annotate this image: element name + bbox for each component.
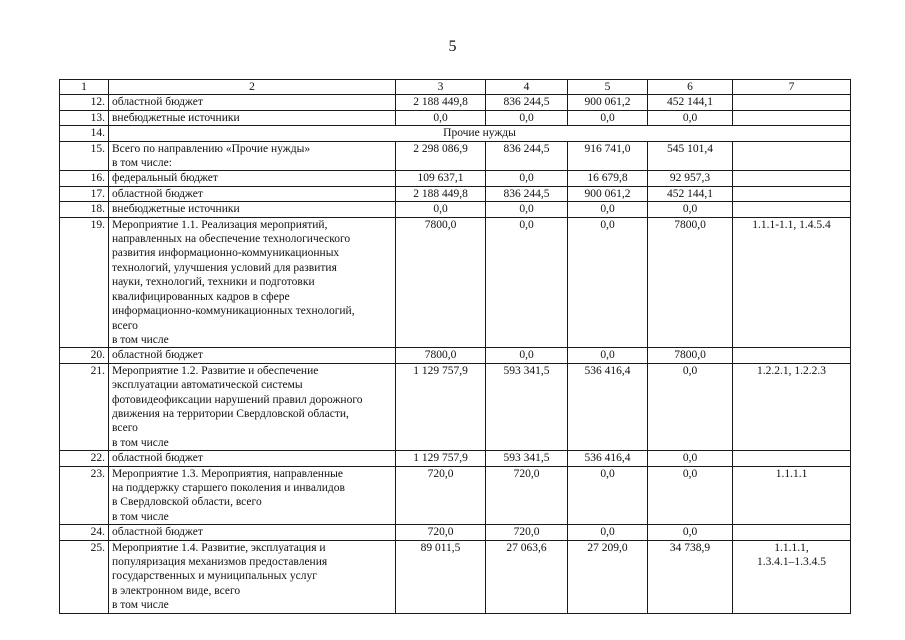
row-number: 13. (60, 110, 109, 125)
table-row (60, 525, 851, 540)
value-cell-c3: 2 298 086,9 (396, 141, 486, 171)
value-cell-c6: 7800,0 (648, 348, 733, 363)
row-name-line: Мероприятие 1.2. Развитие и обеспечение (112, 364, 319, 377)
row-name-cell (109, 540, 396, 613)
row-number: 19. (60, 217, 109, 348)
row-name-line: в том числе (112, 436, 169, 449)
column-header-5: 5 (568, 80, 648, 95)
row-number: 18. (60, 202, 109, 217)
row-name-line: в Свердловской области, всего (112, 496, 262, 509)
table-row (60, 451, 851, 466)
row-name-line: внебюджетные источники (112, 111, 240, 124)
target-indicator-cell (733, 451, 851, 466)
value-cell-c5: 0,0 (568, 348, 648, 363)
row-name-line: всего (112, 319, 138, 332)
target-indicator-line: 1.3.4.1–1.3.4.5 (757, 556, 826, 568)
row-name-line: популяризация механизмов предоставления (112, 556, 328, 568)
value-cell-c3: 0,0 (396, 110, 486, 125)
row-number: 17. (60, 186, 109, 201)
table-row (60, 186, 851, 201)
target-indicator-line: 1.2.2.1, 1.2.2.3 (757, 364, 826, 377)
row-name-line: внебюджетные источники (112, 203, 240, 216)
row-name-cell (109, 363, 396, 450)
table-row (60, 171, 851, 186)
value-cell-c6: 0,0 (648, 451, 733, 466)
row-number: 14. (60, 126, 109, 141)
value-cell-c6: 545 101,4 (648, 141, 733, 171)
value-cell-c6: 34 738,9 (648, 540, 733, 613)
value-cell-c3: 7800,0 (396, 348, 486, 363)
row-name-line: технологий, улучшения условий для развития (112, 261, 337, 274)
table-row (60, 363, 851, 450)
target-indicator-cell (733, 363, 851, 450)
value-cell-c4: 836 244,5 (486, 95, 568, 110)
column-header-2: 2 (109, 80, 396, 95)
row-name-cell (109, 451, 396, 466)
column-header-7: 7 (733, 80, 851, 95)
row-name-line: движения на территории Свердловской области, (112, 407, 349, 420)
column-header-4: 4 (486, 80, 568, 95)
table-row (60, 217, 851, 348)
row-name-line: областной бюджет (112, 349, 203, 362)
row-number: 21. (60, 363, 109, 450)
row-name-line: в том числе: (112, 157, 172, 170)
value-cell-c3: 1 129 757,9 (396, 451, 486, 466)
table-row (60, 95, 851, 110)
value-cell-c5: 0,0 (568, 202, 648, 217)
value-cell-c3: 2 188 449,8 (396, 186, 486, 201)
value-cell-c4: 0,0 (486, 110, 568, 125)
row-name-line: Мероприятие 1.4. Развитие, эксплуатация и (112, 541, 326, 554)
row-name-line: на поддержку старшего поколения и инвалидов (112, 481, 345, 494)
value-cell-c4: 593 341,5 (486, 363, 568, 450)
section-title: Прочие нужды (109, 126, 851, 141)
value-cell-c5: 0,0 (568, 110, 648, 125)
value-cell-c6: 0,0 (648, 466, 733, 525)
row-name-line: в том числе (112, 599, 169, 612)
target-indicator-cell (733, 466, 851, 525)
value-cell-c5: 27 209,0 (568, 540, 648, 613)
value-cell-c3: 7800,0 (396, 217, 486, 348)
row-number: 12. (60, 95, 109, 110)
value-cell-c6: 0,0 (648, 363, 733, 450)
row-number: 20. (60, 348, 109, 363)
row-name-line: областной бюджет (112, 96, 203, 109)
value-cell-c5: 536 416,4 (568, 363, 648, 450)
row-number: 22. (60, 451, 109, 466)
value-cell-c4: 27 063,6 (486, 540, 568, 613)
row-name-cell (109, 348, 396, 363)
value-cell-c4: 720,0 (486, 466, 568, 525)
value-cell-c3: 2 188 449,8 (396, 95, 486, 110)
row-name-line: государственных и муниципальных услуг (112, 570, 317, 583)
column-header-6: 6 (648, 80, 733, 95)
row-name-cell (109, 466, 396, 525)
target-indicator-cell (733, 540, 851, 613)
value-cell-c3: 720,0 (396, 525, 486, 540)
value-cell-c6: 0,0 (648, 202, 733, 217)
row-name-line: областной бюджет (112, 187, 203, 200)
row-name-line: Мероприятие 1.3. Мероприятия, направленные (112, 467, 343, 480)
value-cell-c5: 900 061,2 (568, 95, 648, 110)
target-indicator-cell (733, 202, 851, 217)
row-name-cell (109, 95, 396, 110)
target-indicator-line: 1.1.1-1.1, 1.4.5.4 (752, 218, 831, 231)
value-cell-c4: 0,0 (486, 202, 568, 217)
row-name-line: Всего по направлению «Прочие нужды» (112, 142, 311, 155)
value-cell-c3: 720,0 (396, 466, 486, 525)
target-indicator-cell (733, 110, 851, 125)
row-name-line: в том числе (112, 510, 169, 523)
row-name-line: науки, технологий, техники и подготовки (112, 276, 315, 289)
value-cell-c4: 0,0 (486, 171, 568, 186)
target-indicator-cell (733, 186, 851, 201)
row-name-line: федеральный бюджет (112, 172, 218, 185)
target-indicator-cell (733, 171, 851, 186)
value-cell-c5: 916 741,0 (568, 141, 648, 171)
value-cell-c6: 0,0 (648, 525, 733, 540)
value-cell-c3: 109 637,1 (396, 171, 486, 186)
value-cell-c5: 900 061,2 (568, 186, 648, 201)
table-row (60, 202, 851, 217)
target-indicator-cell (733, 141, 851, 171)
value-cell-c3: 1 129 757,9 (396, 363, 486, 450)
page-number: 5 (448, 38, 457, 55)
row-name-line: развития информационно-коммуникационных (112, 247, 340, 260)
row-name-line: эксплуатации автоматической системы (112, 379, 303, 392)
target-indicator-line: 1.1.1.1 (775, 467, 808, 480)
value-cell-c4: 0,0 (486, 217, 568, 348)
target-indicator-line: 1.1.1.1, (774, 541, 809, 554)
table-row (60, 110, 851, 125)
value-cell-c4: 0,0 (486, 348, 568, 363)
row-number: 16. (60, 171, 109, 186)
table-row (60, 348, 851, 363)
target-indicator-cell (733, 348, 851, 363)
row-name-cell (109, 202, 396, 217)
row-number: 25. (60, 540, 109, 613)
row-name-line: Мероприятие 1.1. Реализация мероприятий, (112, 218, 328, 231)
column-header-3: 3 (396, 80, 486, 95)
value-cell-c4: 836 244,5 (486, 141, 568, 171)
value-cell-c4: 720,0 (486, 525, 568, 540)
value-cell-c6: 7800,0 (648, 217, 733, 348)
row-name-line: фотовидеофиксации нарушений правил дорожного (112, 393, 363, 406)
row-name-cell (109, 141, 396, 171)
table-row (60, 126, 851, 141)
value-cell-c5: 536 416,4 (568, 451, 648, 466)
value-cell-c6: 92 957,3 (648, 171, 733, 186)
value-cell-c6: 452 144,1 (648, 186, 733, 201)
column-header-1: 1 (60, 80, 109, 95)
value-cell-c3: 0,0 (396, 202, 486, 217)
row-name-cell (109, 110, 396, 125)
table-header-row (60, 80, 851, 95)
table-row (60, 141, 851, 171)
row-name-cell (109, 217, 396, 348)
row-number: 24. (60, 525, 109, 540)
row-name-line: всего (112, 422, 138, 435)
table-row (60, 466, 851, 525)
value-cell-c5: 0,0 (568, 217, 648, 348)
row-name-line: областной бюджет (112, 452, 203, 465)
value-cell-c5: 0,0 (568, 525, 648, 540)
row-name-cell (109, 525, 396, 540)
row-name-line: квалифицированных кадров в сфере (112, 290, 290, 303)
row-name-cell (109, 171, 396, 186)
value-cell-c4: 593 341,5 (486, 451, 568, 466)
row-number: 15. (60, 141, 109, 171)
target-indicator-cell (733, 525, 851, 540)
target-indicator-cell (733, 95, 851, 110)
value-cell-c6: 0,0 (648, 110, 733, 125)
value-cell-c4: 836 244,5 (486, 186, 568, 201)
target-indicator-cell (733, 217, 851, 348)
row-number: 23. (60, 466, 109, 525)
table-row (60, 540, 851, 613)
row-name-line: направленных на обеспечение технологического (112, 233, 351, 246)
budget-table (59, 79, 851, 614)
row-name-cell (109, 186, 396, 201)
row-name-line: в том числе (112, 333, 169, 346)
value-cell-c3: 89 011,5 (396, 540, 486, 613)
value-cell-c6: 452 144,1 (648, 95, 733, 110)
row-name-line: в электронном виде, всего (112, 584, 241, 597)
value-cell-c5: 0,0 (568, 466, 648, 525)
value-cell-c5: 16 679,8 (568, 171, 648, 186)
row-name-line: областной бюджет (112, 526, 203, 539)
row-name-line: информационно-коммуникационных технологий, (112, 305, 355, 318)
